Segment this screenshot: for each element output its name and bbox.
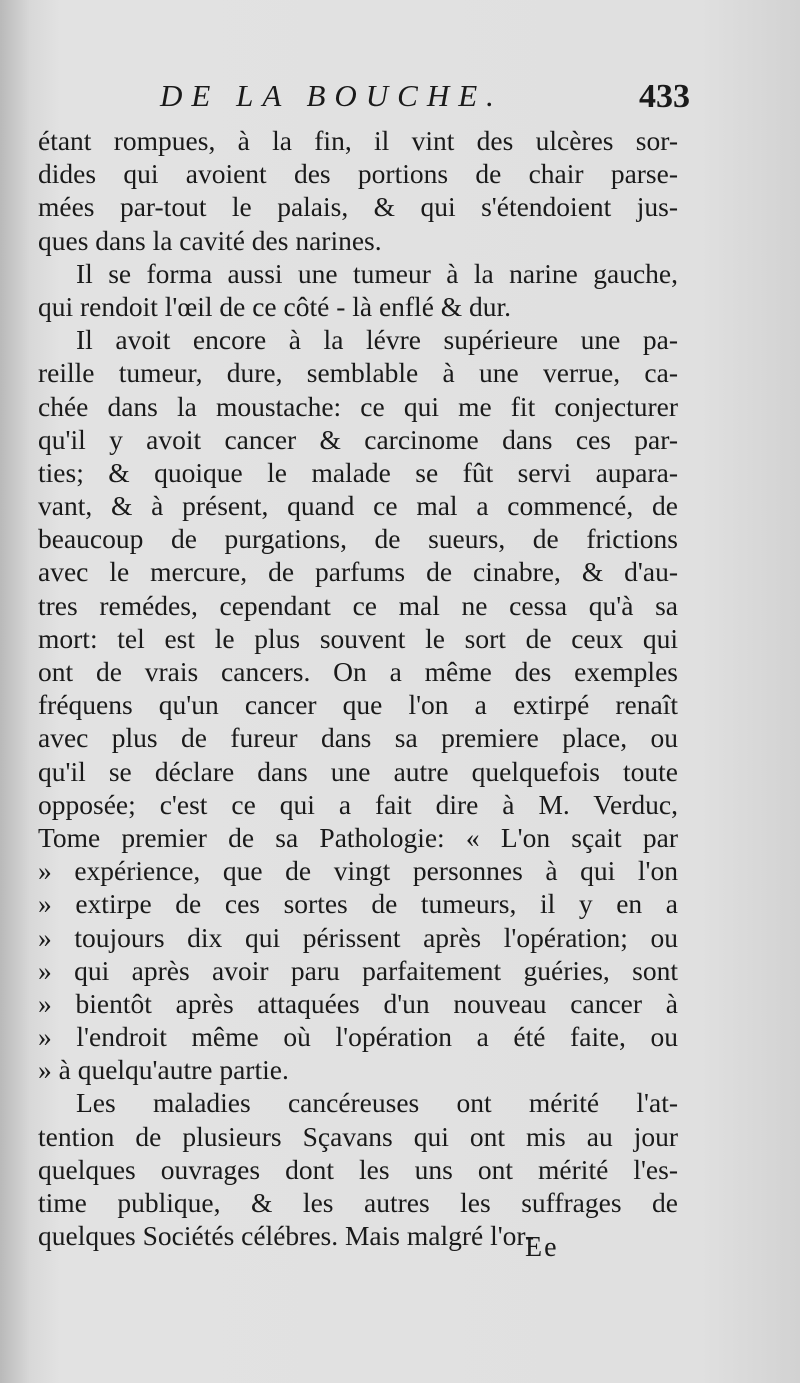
text-line: time publique, & les autres les suffrages de: [38, 1187, 678, 1218]
text-line: beaucoup de purgations, de sueurs, de frictions: [38, 523, 678, 555]
paragraph: [38, 257, 678, 323]
text-line: qui rendoit l'œil de ce côté - là enflé & dur.: [38, 290, 512, 322]
text-line: » extirpe de ces sortes de tumeurs, il y en a: [38, 888, 678, 920]
text-line: étant rompues, à la fin, il vint des ulcères sor-: [38, 125, 678, 156]
text-line: ties; & quoique le malade se fût servi aupara-: [38, 456, 678, 488]
text-line: reille tumeur, dure, semblable à une verrue, ca-: [38, 357, 678, 389]
text-line: qu'il y avoit cancer & carcinome dans ces par-: [38, 423, 678, 455]
page-body-text: [38, 124, 678, 1252]
text-line: Il se forma aussi une tumeur à la narine gauche,: [76, 257, 678, 289]
page-header: [150, 78, 690, 118]
text-line: avec plus de fureur dans sa premiere place, ou: [38, 722, 678, 754]
text-line: tres remédes, cependant ce mal ne cessa qu'à sa: [38, 589, 678, 621]
text-line: ques dans la cavité des narines.: [38, 224, 382, 256]
text-line: avec le mercure, de parfums de cinabre, & d'au-: [38, 556, 678, 588]
text-line: quelques ouvrages dont les uns ont mérité l'es-: [38, 1153, 678, 1185]
text-line: qu'il se déclare dans une autre quelquefois toute: [38, 755, 678, 787]
text-line: opposée; c'est ce qui a fait dire à M. Verduc,: [38, 788, 678, 820]
paragraph: [38, 124, 678, 257]
text-line: » l'endroit même où l'opération a été faite, ou: [38, 1021, 678, 1053]
text-line: » à quelqu'autre partie.: [38, 1054, 289, 1086]
text-line: mort: tel est le plus souvent le sort de ceux qui: [38, 622, 678, 654]
text-line: ont de vrais cancers. On a même des exemples: [38, 656, 678, 687]
text-line: chée dans la moustache: ce qui me fit conjecturer: [38, 390, 678, 422]
text-line: vant, & à présent, quand ce mal a commencé, de: [38, 490, 678, 522]
text-line: Les maladies cancéreuses ont mérité l'at-: [76, 1087, 678, 1119]
text-line: » toujours dix qui périssent après l'opération; ou: [38, 921, 678, 953]
signature-mark: Ee: [525, 1232, 559, 1263]
text-line: tention de plusieurs Sçavans qui ont mis au jour: [38, 1120, 678, 1152]
text-line: » expérience, que de vingt personnes à qui l'on: [38, 855, 678, 887]
text-line: Il avoit encore à la lévre supérieure une pa-: [76, 324, 678, 356]
running-head: DE LA BOUCHE.: [160, 78, 503, 113]
paragraph: [38, 323, 678, 1086]
text-line: fréquens qu'un cancer que l'on a extirpé renaît: [38, 689, 678, 721]
text-line: Tome premier de sa Pathologie: « L'on sçait par: [38, 821, 678, 853]
text-line: » bientôt après attaquées d'un nouveau cancer à: [38, 987, 678, 1019]
text-line: dides qui avoient des portions de chair parse-: [38, 158, 678, 190]
page-number: 433: [639, 78, 690, 115]
text-line: mées par-tout le palais, & qui s'étendoient jus-: [38, 191, 678, 223]
text-line: » qui après avoir paru parfaitement guéries, sont: [38, 954, 678, 986]
text-line: quelques Sociétés célébres. Mais malgré l'or-: [38, 1220, 535, 1252]
paragraph: [38, 1086, 678, 1252]
